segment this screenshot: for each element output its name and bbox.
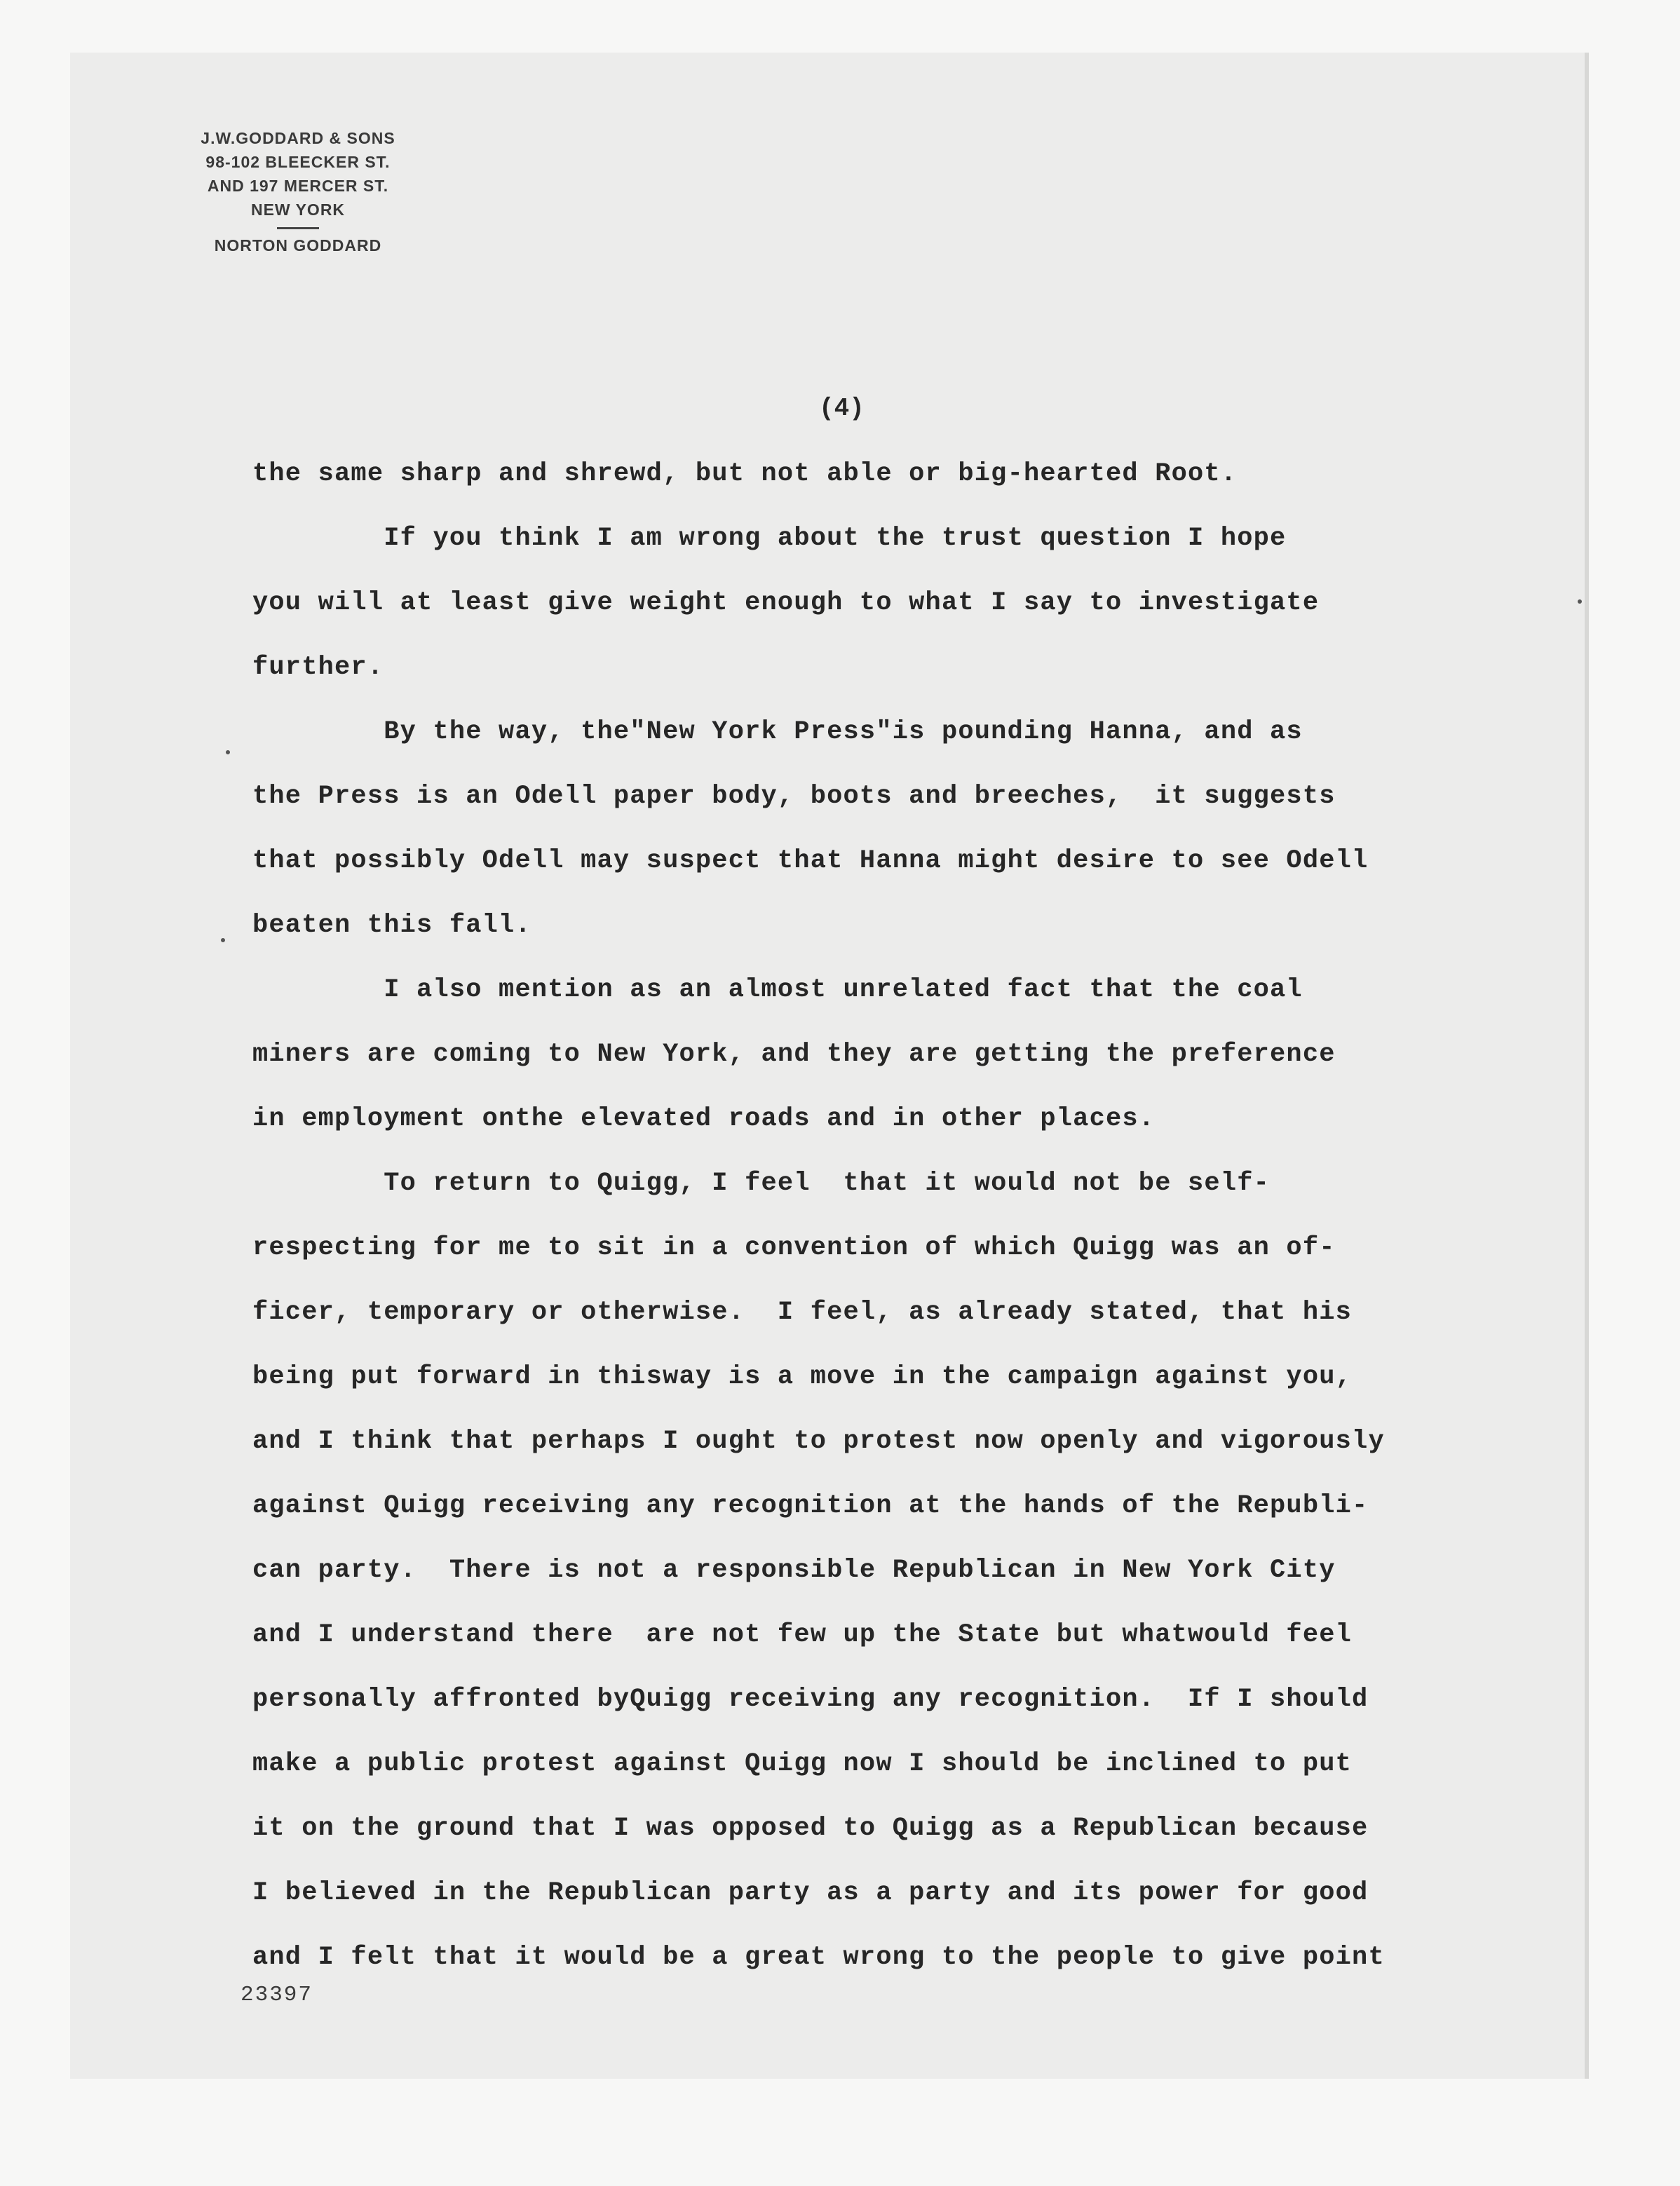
body-line: ficer, temporary or otherwise. I feel, as already stated, that his bbox=[252, 1298, 1353, 1327]
body-line: that possibly Odell may suspect that Hanna might desire to see Odell bbox=[252, 846, 1369, 876]
letterhead-divider bbox=[277, 227, 319, 229]
body-line: make a public protest against Quigg now I should be inclined to put bbox=[252, 1749, 1353, 1779]
body-line: and I felt that it would be a great wrong to the people to give point bbox=[252, 1943, 1385, 1972]
body-line: personally affronted byQuigg receiving any recognition. If I should bbox=[252, 1685, 1369, 1714]
body-line: respecting for me to sit in a convention of which Quigg was an of- bbox=[252, 1233, 1336, 1263]
body-line: miners are coming to New York, and they are getting the preference bbox=[252, 1040, 1336, 1069]
page-number: (4) bbox=[819, 394, 865, 423]
body-line: in employment onthe elevated roads and in other places. bbox=[252, 1104, 1156, 1134]
body-line: If you think I am wrong about the trust question I hope bbox=[252, 524, 1287, 553]
body-line: being put forward in thisway is a move in the campaign against you, bbox=[252, 1362, 1353, 1392]
letterhead bbox=[123, 126, 473, 257]
body-line: and I think that perhaps I ought to protest now openly and vigorously bbox=[252, 1427, 1385, 1456]
body-line: against Quigg receiving any recognition at the hands of the Republi- bbox=[252, 1491, 1369, 1521]
body-line: the Press is an Odell paper body, boots and breeches, it suggests bbox=[252, 782, 1336, 811]
body-line: beaten this fall. bbox=[252, 911, 531, 940]
body-line: you will at least give weight enough to what I say to investigate bbox=[252, 588, 1320, 618]
ink-speck bbox=[1578, 599, 1582, 604]
body-line: it on the ground that I was opposed to Quigg as a Republican because bbox=[252, 1814, 1369, 1843]
letterhead-name: NORTON GODDARD bbox=[214, 236, 382, 254]
body-line: and I understand there are not few up the State but whatwould feel bbox=[252, 1620, 1353, 1650]
body-line: I also mention as an almost unrelated fact that the coal bbox=[252, 975, 1303, 1005]
page-edge bbox=[1585, 53, 1589, 2079]
letterhead-line: AND 197 MERCER ST. bbox=[207, 177, 389, 195]
letterhead-line: NEW YORK bbox=[250, 201, 346, 219]
body-line: further. bbox=[252, 653, 384, 682]
ink-speck bbox=[221, 938, 225, 942]
document-id-number: 23397 bbox=[241, 1983, 313, 2007]
letterhead-line: J.W.GODDARD & SONS bbox=[201, 129, 395, 147]
body-line: By the way, the"New York Press"is pounding Hanna, and as bbox=[252, 717, 1303, 747]
body-line: To return to Quigg, I feel that it would not be self- bbox=[252, 1169, 1271, 1198]
body-line: can party. There is not a responsible Republican in New York City bbox=[252, 1556, 1336, 1585]
ink-speck bbox=[226, 750, 230, 754]
body-line: I believed in the Republican party as a party and its power for good bbox=[252, 1878, 1369, 1908]
letterhead-line: 98-102 BLEECKER ST. bbox=[205, 153, 391, 171]
body-line: the same sharp and shrewd, but not able or big-hearted Root. bbox=[252, 459, 1238, 489]
